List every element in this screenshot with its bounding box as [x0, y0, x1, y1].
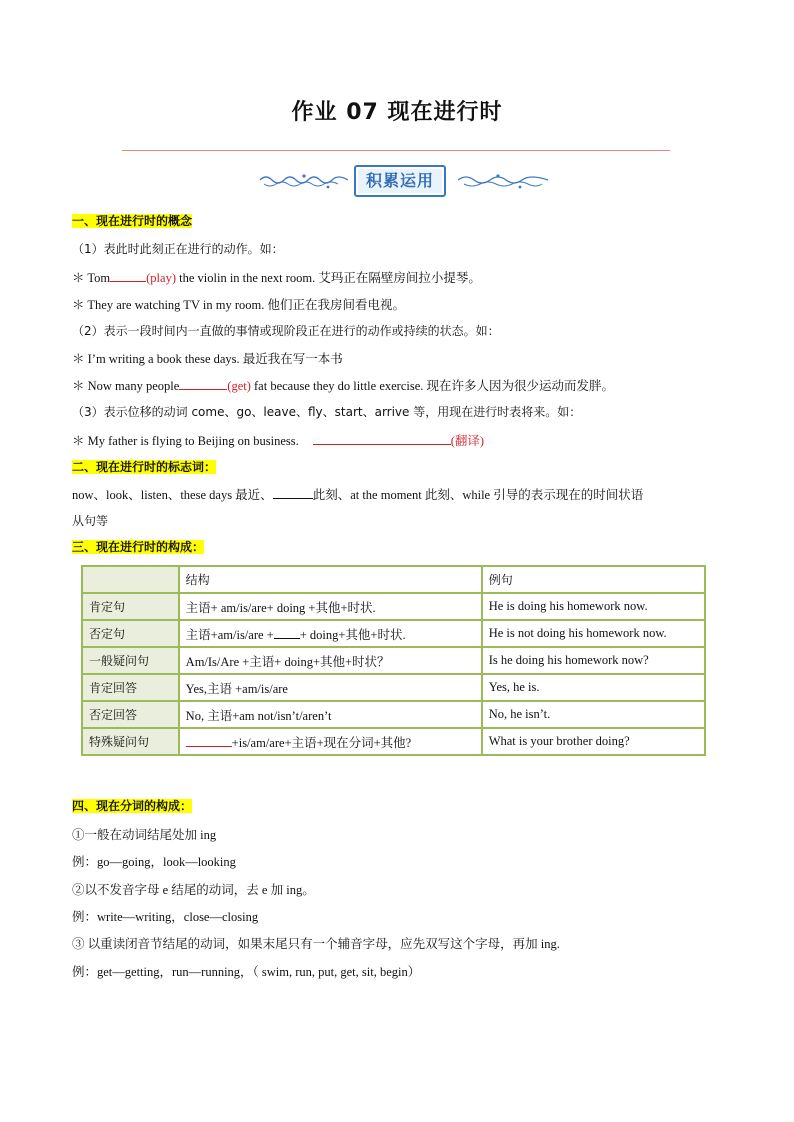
- sentence-type: 否定回答: [82, 701, 179, 728]
- header-cell-structure: 结构: [179, 566, 482, 593]
- structure-cell: [179, 728, 482, 755]
- table-header-row: [82, 566, 705, 593]
- verb-hint: (play): [146, 271, 176, 285]
- structure-text: +is/am/are+主语+现在分词+其他?: [231, 735, 412, 750]
- example-1-end: the violin in the next room. 艾玛正在隔壁房间拉小提琴。: [176, 271, 481, 285]
- participle-rule-2: ②以不发音字母 e 结尾的动词，去 e 加 ing。: [72, 883, 315, 897]
- sentence-type: 一般疑问句: [82, 647, 179, 674]
- table-row: [82, 674, 705, 701]
- example-cell: Yes, he is.: [482, 674, 705, 701]
- example-4-end: fat because they do little exercise. 现在许多人因为很少运动而发胖。: [250, 379, 615, 393]
- participle-example-2: 例：write—writing，close—closing: [72, 910, 259, 924]
- structure-cell: [179, 620, 482, 647]
- example-cell: He is not doing his homework now.: [482, 620, 705, 647]
- header-cell-example: 例句: [482, 566, 705, 593]
- rule-1: （1）表此时此刻正在进行的动作。如：: [72, 242, 284, 256]
- signal-words-line-1: [72, 485, 643, 503]
- signal-words-line-2: 从句等: [72, 514, 109, 528]
- structure-cell: No, 主语+am not/isn’t/aren’t: [179, 701, 482, 728]
- answer-blank[interactable]: [186, 734, 232, 747]
- answer-blank[interactable]: [274, 626, 300, 639]
- table-row: [82, 593, 705, 620]
- structure-end: + doing+其他+时状.: [299, 627, 406, 642]
- section-4-heading: 四、现在分词的构成：: [72, 799, 193, 813]
- rule-3: （3）表示位移的动词 come、go、leave、fly、start、arrive 等，用现在进行时表将来。如：: [72, 405, 582, 419]
- sentence-type: 肯定回答: [82, 674, 179, 701]
- sentence-type: 否定句: [82, 620, 179, 647]
- structure-start: 主语+am/is/are +: [185, 627, 274, 642]
- section-banner: [258, 164, 550, 196]
- page-title: 作业 07 现在进行时: [291, 100, 503, 125]
- signal-words-end: 此刻、at the moment 此刻、while 引导的表示现在的时间状语: [312, 488, 644, 502]
- example-cell: No, he isn’t.: [482, 701, 705, 728]
- example-5-text: ＊ My father is flying to Beijing on business.: [72, 434, 299, 448]
- structure-cell: Yes,主语 +am/is/are: [179, 674, 482, 701]
- example-5: [72, 431, 484, 449]
- participle-example-3: 例：get—getting，run—running，（ swim, run, put, get, sit, begin）: [72, 965, 421, 979]
- example-3: ＊ I’m writing a book these days. 最近我在写一本书: [72, 352, 343, 366]
- example-1-start: ＊ Tom: [72, 271, 111, 285]
- sentence-type: 特殊疑问句: [82, 728, 179, 755]
- participle-rule-1: ①一般在动词结尾处加 ing: [72, 828, 217, 842]
- translation-blank[interactable]: [313, 432, 451, 445]
- banner-label: 积累运用: [365, 171, 434, 190]
- translate-hint: (翻译): [450, 434, 485, 448]
- section-3-heading: 三、现在进行时的构成：: [72, 540, 205, 554]
- rule-2: （2）表示一段时间内一直做的事情或现阶段正在进行的动作或持续的状态。如：: [72, 324, 500, 338]
- verb-hint: (get): [227, 379, 251, 393]
- answer-blank[interactable]: [110, 269, 146, 282]
- section-1: [72, 212, 192, 229]
- section-2: [72, 458, 216, 475]
- table-row: [82, 647, 705, 674]
- title-divider: [122, 150, 670, 151]
- section-2-heading: 二、现在进行时的标志词：: [72, 460, 217, 474]
- structure-cell: 主语+ am/is/are+ doing +其他+时状.: [179, 593, 482, 620]
- section-3: [72, 538, 204, 555]
- participle-example-1: 例：go—going，look—looking: [72, 855, 236, 869]
- answer-blank[interactable]: [273, 486, 313, 499]
- signal-words-start: now、look、listen、these days 最近、: [72, 488, 273, 502]
- example-cell: Is he doing his homework now?: [482, 647, 705, 674]
- structure-cell: Am/Is/Are +主语+ doing+其他+时状？: [179, 647, 482, 674]
- participle-rule-3: ③ 以重读闭音节结尾的动词，如果末尾只有一个辅音字母，应先双写这个字母，再加 ing.: [72, 937, 560, 951]
- banner-label-box: [354, 165, 446, 197]
- sentence-type: 肯定句: [82, 593, 179, 620]
- example-cell: What is your brother doing?: [482, 728, 705, 755]
- example-1: [72, 268, 481, 286]
- example-cell: He is doing his homework now.: [482, 593, 705, 620]
- header-cell-type: [82, 566, 179, 593]
- structure-table: [81, 565, 706, 756]
- answer-blank[interactable]: [179, 377, 227, 390]
- section-4: [72, 797, 192, 814]
- example-4: [72, 376, 614, 394]
- table-row: [82, 701, 705, 728]
- example-2: ＊ They are watching TV in my room. 他们正在我房间看电视。: [72, 298, 405, 312]
- section-1-heading: 一、现在进行时的概念: [72, 214, 193, 228]
- example-4-start: ＊ Now many people: [72, 379, 180, 393]
- table-row: [82, 620, 705, 647]
- table-row: [82, 728, 705, 755]
